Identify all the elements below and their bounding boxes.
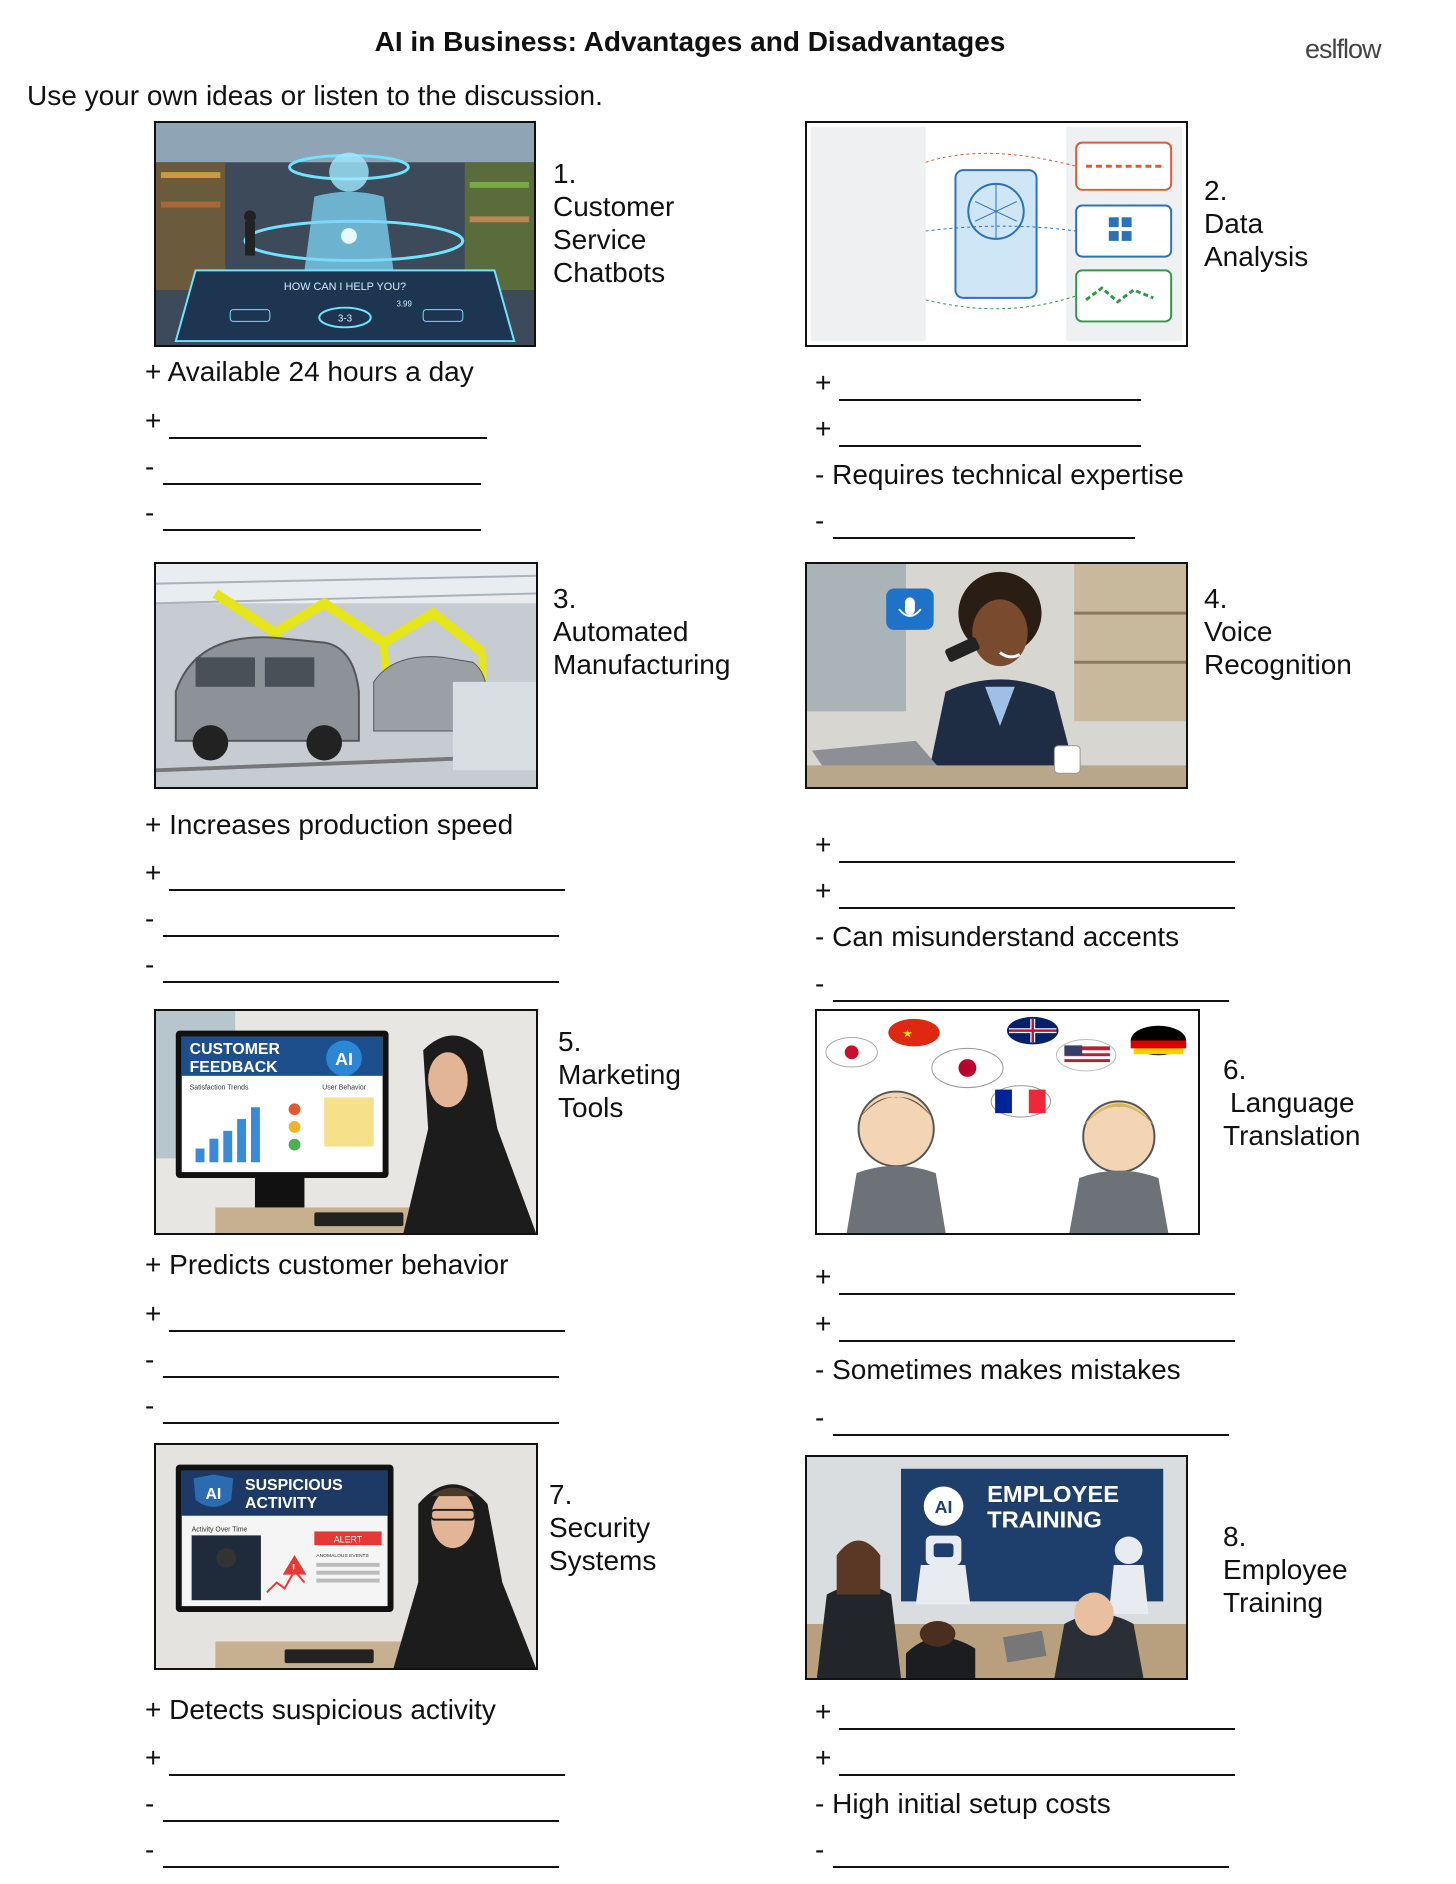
blank-line-symbol: - [815, 968, 825, 999]
card-label [1204, 582, 1352, 681]
screen-panel-title: ANOMALOUS EVENTS [316, 1554, 369, 1559]
ai-chatbot-image [154, 121, 536, 347]
card-label-line: Employee [1223, 1554, 1348, 1585]
card-label [553, 582, 730, 681]
screen-title-line-2: ACTIVITY [245, 1494, 318, 1512]
card-number: 5. [558, 1026, 582, 1057]
voice-recognition-image [805, 562, 1188, 789]
blank-line-symbol: - [815, 1402, 825, 1433]
point-text: Increases production speed [169, 809, 514, 840]
card-label [549, 1478, 656, 1577]
customer-feedback-screen-icon [156, 1011, 536, 1233]
screen-title-line-2: TRAINING [987, 1507, 1102, 1534]
point-text: High initial setup costs [832, 1788, 1111, 1819]
point-text: Sometimes makes mistakes [832, 1354, 1181, 1385]
card-label-line: Systems [549, 1545, 657, 1576]
answer-blank-line[interactable] [163, 935, 559, 937]
svg-text:!: ! [291, 1561, 296, 1576]
card-label [1223, 1053, 1360, 1152]
employee-training-screen-icon [807, 1457, 1186, 1678]
point-symbol: - [815, 1788, 825, 1819]
point-symbol: + [145, 356, 162, 387]
answer-blank-line[interactable] [839, 1774, 1235, 1776]
answer-blank-line[interactable] [839, 1293, 1235, 1295]
card-label-line: Customer [553, 191, 675, 222]
answer-blank-line[interactable] [163, 1820, 559, 1822]
answer-blank-line[interactable] [163, 483, 481, 485]
card-label-line: Translation [1223, 1120, 1361, 1151]
screen-ai-badge: AI [335, 1049, 353, 1070]
data-network-diagram-icon [807, 123, 1186, 345]
blank-line-symbol: - [145, 949, 155, 980]
blank-line-symbol: - [815, 1834, 825, 1865]
chatbot-screen-text: HOW CAN I HELP YOU? [283, 281, 407, 293]
answer-blank-line[interactable] [163, 1866, 559, 1868]
prefilled-point [145, 1694, 496, 1726]
blank-line-symbol: - [145, 1390, 155, 1421]
blank-line-symbol: - [815, 505, 825, 536]
manufacturing-image [154, 562, 538, 789]
answer-blank-line[interactable] [163, 1422, 559, 1424]
answer-blank-line[interactable] [839, 1728, 1235, 1730]
card-number: 1. [553, 158, 577, 189]
point-symbol: - [815, 459, 825, 490]
point-symbol: - [815, 1354, 825, 1385]
blank-line-symbol: + [815, 829, 832, 860]
card-label-line: Tools [558, 1092, 624, 1123]
car-factory-robots-icon [156, 564, 536, 787]
point-symbol: + [145, 1249, 162, 1280]
screen-ai-badge: AI [205, 1486, 222, 1504]
blank-line-symbol: - [145, 497, 155, 528]
prefilled-point [815, 459, 1184, 491]
answer-blank-line[interactable] [169, 889, 565, 891]
security-image [154, 1443, 538, 1670]
screen-title-line-1: SUSPICIOUS [245, 1477, 343, 1495]
point-symbol: + [145, 1694, 162, 1725]
blank-line-symbol: - [145, 903, 155, 934]
answer-blank-line[interactable] [833, 1866, 1229, 1868]
prefilled-point [815, 921, 1179, 953]
answer-blank-line[interactable] [839, 445, 1141, 447]
card-label-line: Service [553, 224, 647, 255]
blank-line-symbol: - [145, 1344, 155, 1375]
blank-line-symbol: + [815, 1261, 832, 1292]
translation-flags-icon [817, 1011, 1198, 1233]
point-text: Can misunderstand accents [832, 921, 1180, 952]
card-number: 3. [553, 583, 577, 614]
screen-ai-badge: AI [934, 1497, 953, 1517]
prefilled-point [815, 1788, 1111, 1820]
employee-training-image [805, 1455, 1188, 1680]
card-label-line: Recognition [1204, 649, 1352, 680]
screen-panel-title: User Behavior [322, 1084, 367, 1092]
prefilled-point [145, 809, 513, 841]
blank-line-symbol: + [815, 875, 832, 906]
woman-speaking-phone-icon [807, 564, 1186, 787]
screen-title-line-1: EMPLOYEE [987, 1482, 1120, 1509]
svg-text:★: ★ [902, 1026, 913, 1041]
blank-line-symbol: + [815, 1308, 832, 1339]
prefilled-point [815, 1354, 1181, 1386]
blank-line-symbol: + [815, 413, 832, 444]
blank-line-symbol: + [145, 1742, 162, 1773]
point-text: Detects suspicious activity [169, 1694, 496, 1725]
card-number: 7. [549, 1479, 573, 1510]
worksheet-title: AI in Business: Advantages and Disadvantages [374, 26, 1006, 57]
card-label-line: Manufacturing [553, 649, 731, 680]
data-analysis-image [805, 121, 1188, 347]
answer-blank-line[interactable] [833, 1434, 1229, 1436]
screen-title-line-1: CUSTOMER [189, 1041, 280, 1059]
answer-blank-line[interactable] [169, 437, 487, 439]
answer-blank-line[interactable] [839, 399, 1141, 401]
blank-line-symbol: + [145, 1298, 162, 1329]
card-label [1223, 1520, 1348, 1619]
blank-line-symbol: + [145, 857, 162, 888]
card-label [553, 157, 674, 289]
card-label-line: Automated [553, 616, 689, 647]
card-label-line: Language [1230, 1087, 1355, 1118]
chatbot-screen-value: 3-3 [337, 313, 353, 325]
point-text: Requires technical expertise [832, 459, 1184, 490]
card-number: 4. [1204, 583, 1228, 614]
answer-blank-line[interactable] [833, 1000, 1229, 1002]
answer-blank-line[interactable] [833, 537, 1135, 539]
answer-blank-line[interactable] [169, 1330, 565, 1332]
point-text: Predicts customer behavior [169, 1249, 509, 1280]
answer-blank-line[interactable] [839, 861, 1235, 863]
answer-blank-line[interactable] [839, 907, 1235, 909]
card-number: 2. [1204, 175, 1228, 206]
card-label-line: Security [549, 1512, 651, 1543]
answer-blank-line[interactable] [163, 1376, 559, 1378]
screen-chart-title: Satisfaction Trends [189, 1084, 249, 1092]
point-symbol: + [145, 809, 162, 840]
point-text: Available 24 hours a day [167, 356, 474, 387]
blank-line-symbol: - [145, 1788, 155, 1819]
card-number: 6. [1223, 1054, 1247, 1085]
brand-logo: eslflow [1305, 34, 1381, 64]
card-label-line: Voice [1204, 616, 1273, 647]
screen-alert-label: ALERT [333, 1534, 363, 1545]
card-label-line: Data [1204, 208, 1264, 239]
translation-image [815, 1009, 1200, 1235]
ai-chatbot-hologram-icon [156, 123, 534, 345]
blank-line-symbol: + [145, 405, 162, 436]
answer-blank-line[interactable] [163, 529, 481, 531]
card-number: 8. [1223, 1521, 1247, 1552]
card-label [1204, 174, 1308, 273]
answer-blank-line[interactable] [163, 981, 559, 983]
card-label-line: Training [1223, 1587, 1324, 1618]
card-label [558, 1025, 681, 1124]
prefilled-point [145, 356, 474, 388]
answer-blank-line[interactable] [839, 1340, 1235, 1342]
card-label-line: Chatbots [553, 257, 666, 288]
suspicious-activity-screen-icon [156, 1445, 536, 1668]
card-label-line: Marketing [558, 1059, 681, 1090]
blank-line-symbol: + [815, 367, 832, 398]
prefilled-point [145, 1249, 508, 1281]
chatbot-screen-price: 3.99 [396, 299, 412, 309]
marketing-image [154, 1009, 538, 1235]
blank-line-symbol: - [145, 451, 155, 482]
card-label-line: Analysis [1204, 241, 1309, 272]
screen-chart-title: Activity Over Time [191, 1526, 248, 1534]
blank-line-symbol: + [815, 1742, 832, 1773]
instruction-text: Use your own ideas or listen to the discussion. [27, 80, 603, 111]
blank-line-symbol: - [145, 1834, 155, 1865]
answer-blank-line[interactable] [169, 1774, 565, 1776]
blank-line-symbol: + [815, 1696, 832, 1727]
point-symbol: - [815, 921, 825, 952]
screen-title-line-2: FEEDBACK [189, 1058, 278, 1076]
